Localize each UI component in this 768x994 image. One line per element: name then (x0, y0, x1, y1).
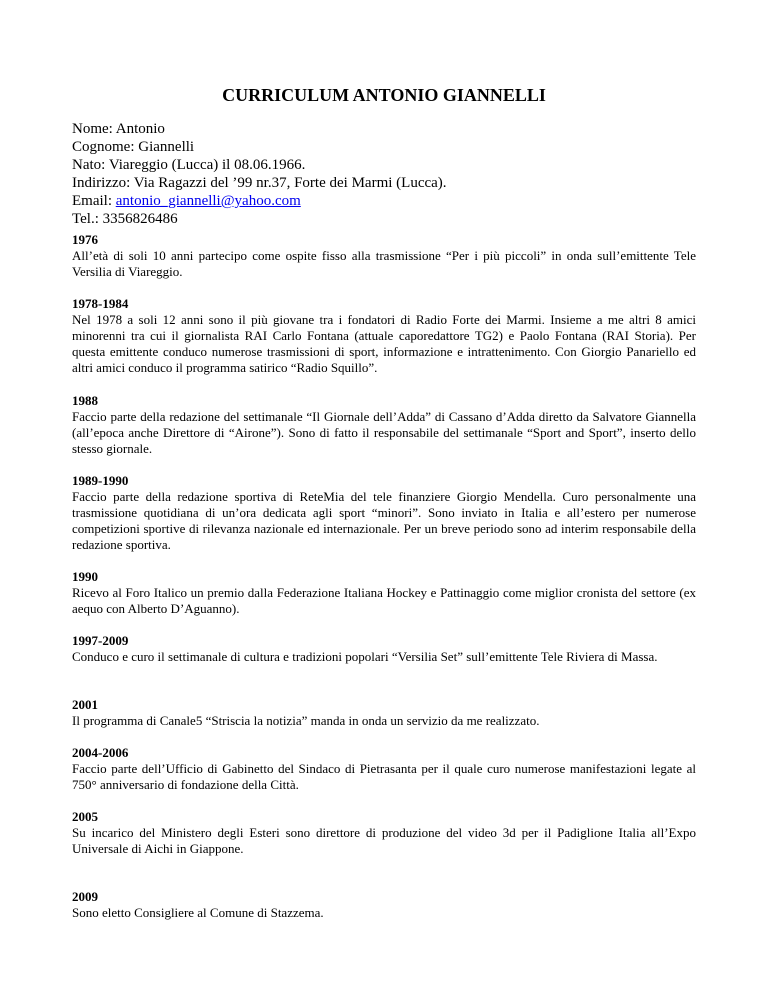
entry-text: Conduco e curo il settimanale di cultura e tradizioni popolari “Versilia Set” sull’emittente Tele Riviera di Massa. (72, 649, 658, 664)
indirizzo-value: Via Ragazzi del ’99 nr.37, Forte dei Marmi (Lucca). (133, 175, 447, 191)
email-label: Email: (72, 193, 112, 209)
entry-text: Faccio parte della redazione sportiva di ReteMia del tele finanziere Giorgio Mendella. Curo personalmente una trasmissione quotidiana di un’ora dedicata agli sport “minori”. Sono inviato in Italia e all’estero per numerose competizioni sportive di rilevanza nazionale ed internazionale. Per un breve periodo sono ad interim responsabile della redazione sportiva. (72, 489, 696, 552)
tel-label: Tel.: (72, 211, 99, 227)
entry-year: 2004-2006 (72, 745, 129, 760)
personal-info (72, 120, 696, 228)
entry-2004-2006 (72, 745, 696, 793)
nato-value: Viareggio (Lucca) il 08.06.1966. (108, 157, 306, 173)
entry-1989-1990 (72, 473, 696, 553)
entry-text: Ricevo al Foro Italico un premio dalla Federazione Italiana Hockey e Pattinaggio come miglior cronista del settore (ex aequo con Alberto D’Aguanno). (72, 585, 696, 616)
entry-text: Faccio parte dell’Ufficio di Gabinetto del Sindaco di Pietrasanta per il quale curo numerose manifestazioni legate al 750° anniversario di fondazione della Città. (72, 761, 696, 792)
cognome-line (72, 138, 696, 156)
entry-1988 (72, 393, 696, 457)
entry-year: 1997-2009 (72, 633, 129, 648)
entry-year: 2009 (72, 889, 98, 904)
nome-line (72, 120, 696, 138)
entry-year: 1978-1984 (72, 296, 129, 311)
entry-text: Nel 1978 a soli 12 anni sono il più giovane tra i fondatori di Radio Forte dei Marmi. Insieme a me altri 8 amici minorenni tra cui il giornalista RAI Carlo Fontana (attuale caporedattore TG2) e Paolo Fontana (RAI Storia). Per questa emittente conduco numerose trasmissioni di sport, informazione e intrattenimento. Con Giorgio Panariello ed altri amici conduco il programma satirico “Radio Squillo”. (72, 312, 696, 375)
entry-2009 (72, 889, 696, 921)
entry-text: Sono eletto Consigliere al Comune di Stazzema. (72, 905, 324, 920)
entry-1978-1984 (72, 296, 696, 376)
cognome-label: Cognome: (72, 139, 135, 155)
email-link[interactable]: antonio_giannelli@yahoo.com (115, 193, 301, 209)
page-title: CURRICULUM ANTONIO GIANNELLI (222, 85, 546, 105)
tel-value: 3356826486 (102, 211, 178, 227)
nome-label: Nome: (72, 121, 113, 137)
email-line (72, 192, 696, 210)
indirizzo-label: Indirizzo: (72, 175, 131, 191)
tel-line (72, 210, 696, 228)
entry-text: Faccio parte della redazione del settimanale “Il Giornale dell’Adda” di Cassano d’Adda diretto da Salvatore Giannella (all’epoca anche Direttore di “Airone”). Sono di fatto il responsabile del settimanale “Sport and Sport”, inserto dello stesso giornale. (72, 409, 696, 456)
entry-year: 1988 (72, 393, 98, 408)
entry-year: 2001 (72, 697, 98, 712)
cognome-value: Giannelli (138, 139, 195, 155)
entry-2005 (72, 809, 696, 857)
nome-value: Antonio (115, 121, 165, 137)
entry-year: 2005 (72, 809, 98, 824)
entry-text: Su incarico del Ministero degli Esteri sono direttore di produzione del video 3d per il Padiglione Italia all’Expo Universale di Aichi in Giappone. (72, 825, 696, 856)
entry-year: 1990 (72, 569, 98, 584)
entry-1990 (72, 569, 696, 617)
entry-text: All’età di soli 10 anni partecipo come ospite fisso alla trasmissione “Per i più piccoli” in onda sull’emittente Tele Versilia di Viareggio. (72, 248, 696, 279)
indirizzo-line (72, 174, 696, 192)
nato-label: Nato: (72, 157, 106, 173)
nato-line (72, 156, 696, 174)
entry-year: 1989-1990 (72, 473, 129, 488)
entry-text: Il programma di Canale5 “Striscia la notizia” manda in onda un servizio da me realizzato. (72, 713, 540, 728)
entry-2001 (72, 697, 696, 729)
entry-1997-2009 (72, 633, 696, 665)
entry-year: 1976 (72, 232, 98, 247)
entry-1976 (72, 232, 696, 280)
